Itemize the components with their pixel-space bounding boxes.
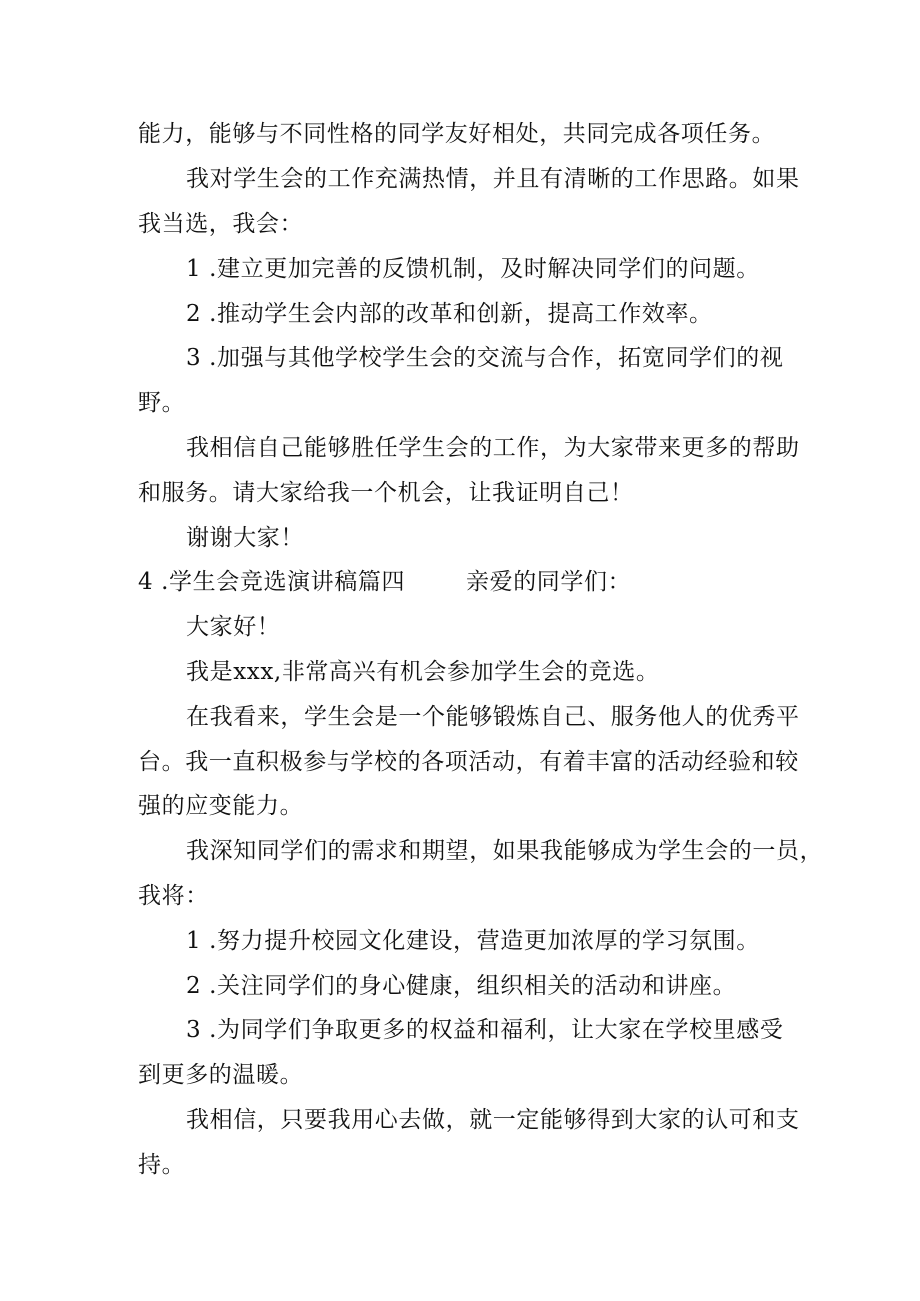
- section-heading: [138, 567, 632, 597]
- list-item: 1 .努力提升校园文化建设，营造更加浓厚的学习氛围。: [186, 928, 760, 954]
- paragraph-line: 我相信，只要我用心去做，就一定能够得到大家的认可和支: [186, 1107, 800, 1133]
- list-item: 1 .建立更加完善的反馈机制，及时解决同学们的问题。: [186, 256, 760, 282]
- paragraph-line: 持。: [138, 1152, 186, 1178]
- list-item: 2 .关注同学们的身心健康，组织相关的活动和讲座。: [186, 973, 737, 999]
- paragraph-line: 大家好！: [186, 614, 281, 640]
- list-item: 3 .为同学们争取更多的权益和福利，让大家在学校里感受: [186, 1017, 784, 1043]
- paragraph-line: 我对学生会的工作充满热情，并且有清晰的工作思路。如果: [186, 166, 800, 192]
- paragraph-line: 能力，能够与不同性格的同学友好相处，共同完成各项任务。: [138, 121, 776, 147]
- paragraph-line: 我将：: [138, 883, 209, 909]
- paragraph-line: 到更多的温暖。: [138, 1062, 304, 1088]
- paragraph-line: 我深知同学们的需求和期望，如果我能够成为学生会的一员，: [186, 838, 824, 864]
- paragraph-line: 强的应变能力。: [138, 793, 304, 819]
- paragraph-line: 台。我一直积极参与学校的各项活动，有着丰富的活动经验和较: [138, 749, 799, 775]
- paragraph-line: 谢谢大家！: [186, 525, 304, 551]
- paragraph-line: 我是xxx,非常高兴有机会参加学生会的竞选。: [186, 659, 660, 685]
- paragraph-line: 和服务。请大家给我一个机会，让我证明自己！: [138, 480, 634, 506]
- section-heading-salutation: 亲爱的同学们：: [466, 569, 632, 595]
- list-item: 2 .推动学生会内部的改革和创新，提高工作效率。: [186, 301, 713, 327]
- paragraph-line: 我当选，我会：: [138, 211, 304, 237]
- section-heading-title: 4 .学生会竞选演讲稿篇四: [138, 569, 406, 595]
- paragraph-line: 在我看来，学生会是一个能够锻炼自己、服务他人的优秀平: [186, 704, 800, 730]
- paragraph-line: 野。: [138, 390, 186, 416]
- paragraph-line: 我相信自己能够胜任学生会的工作，为大家带来更多的帮助: [186, 435, 800, 461]
- list-item: 3 .加强与其他学校学生会的交流与合作，拓宽同学们的视: [186, 345, 784, 371]
